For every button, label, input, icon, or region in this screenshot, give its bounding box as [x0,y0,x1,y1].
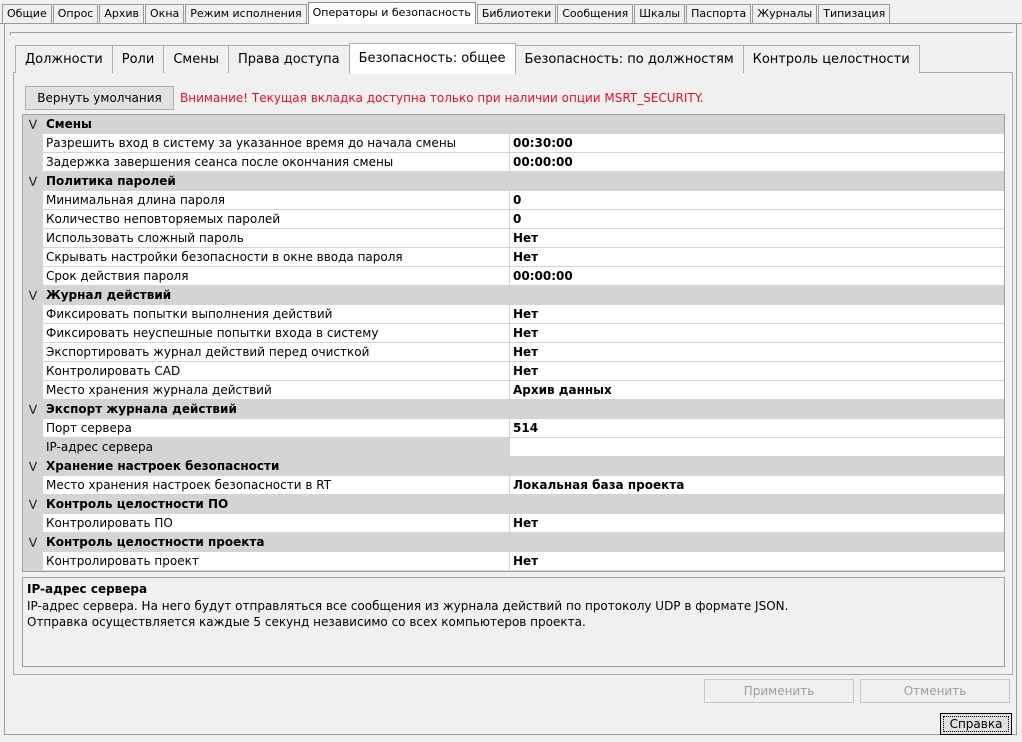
row-gutter [23,552,43,571]
tab-windows[interactable]: Окна [145,4,184,23]
property-row[interactable] [23,153,1004,172]
apply-button[interactable]: Применить [704,679,854,703]
property-description [22,577,1005,667]
property-name: Количество неповторяемых паролей [43,210,510,229]
separator [10,32,1013,36]
property-value[interactable]: Нет [510,324,1004,343]
property-name: Экспортировать журнал действий перед очисткой [43,343,510,362]
property-row[interactable] [23,381,1004,400]
property-row[interactable] [23,476,1004,495]
row-gutter [23,153,43,172]
property-grid [22,114,1005,572]
property-value[interactable]: 00:00:00 [510,153,1004,172]
category-software-integrity[interactable] [23,495,1004,514]
row-gutter [23,381,43,400]
tab-shifts[interactable]: Смены [163,45,229,73]
category-label: Контроль целостности ПО [46,497,229,511]
row-gutter [23,362,43,381]
category-log-export[interactable] [23,400,1004,419]
category-security-storage[interactable] [23,457,1004,476]
collapse-chevron-icon[interactable]: ⋁ [23,495,43,514]
property-value[interactable]: 0 [510,191,1004,210]
property-value[interactable]: 0 [510,210,1004,229]
property-value[interactable]: 00:30:00 [510,134,1004,153]
property-value[interactable] [510,438,1004,457]
description-title: IP-адрес сервера [27,582,148,596]
collapse-chevron-icon[interactable]: ⋁ [23,533,43,552]
property-row[interactable] [23,343,1004,362]
property-row[interactable] [23,210,1004,229]
description-text: Отправка осуществляется каждые 5 секунд независимо со всех компьютеров проекта. [27,615,586,629]
tab-access-rights[interactable]: Права доступа [228,45,350,73]
category-password-policy[interactable] [23,172,1004,191]
collapse-chevron-icon[interactable]: ⋁ [23,286,43,305]
property-name: Контролировать проект [43,552,510,571]
row-gutter [23,134,43,153]
collapse-chevron-icon[interactable]: ⋁ [23,400,43,419]
tab-passports[interactable]: Паспорта [686,4,751,23]
property-row[interactable] [23,419,1004,438]
property-name: Место хранения журнала действий [43,381,510,400]
category-label: Политика паролей [46,174,176,188]
property-row[interactable] [23,248,1004,267]
property-value[interactable]: Нет [510,552,1004,571]
category-label: Смены [46,117,92,131]
category-action-log[interactable] [23,286,1004,305]
row-gutter [23,324,43,343]
category-label: Хранение настроек безопасности [46,459,280,473]
tab-typization[interactable]: Типизация [818,4,890,23]
property-value[interactable]: Нет [510,514,1004,533]
property-row[interactable] [23,514,1004,533]
property-value[interactable]: Нет [510,362,1004,381]
property-name: Минимальная длина пароля [43,191,510,210]
property-value[interactable]: Нет [510,343,1004,362]
tab-polling[interactable]: Опрос [53,4,99,23]
property-row[interactable] [23,324,1004,343]
category-label: Журнал действий [46,288,172,302]
property-name: Разрешить вход в систему за указанное время до начала смены [43,134,510,153]
property-name: Порт сервера [43,419,510,438]
row-gutter [23,419,43,438]
property-name: Фиксировать неуспешные попытки входа в систему [43,324,510,343]
property-row-selected[interactable] [23,438,1004,457]
description-text: IP-адрес сервера. На него будут отправляться все сообщения из журнала действий по протоколу UDP в формате JSON. [27,599,789,613]
property-value[interactable]: Нет [510,229,1004,248]
property-value[interactable]: 00:00:00 [510,267,1004,286]
row-gutter [23,476,43,495]
property-name: Срок действия пароля [43,267,510,286]
category-label: Экспорт журнала действий [46,402,237,416]
tab-scales[interactable]: Шкалы [634,4,685,23]
row-gutter [23,210,43,229]
property-name: Использовать сложный пароль [43,229,510,248]
property-name: IP-адрес сервера [43,438,510,457]
tab-positions[interactable]: Должности [15,45,113,73]
row-gutter [23,305,43,324]
property-name: Контролировать ПО [43,514,510,533]
property-name: Скрывать настройки безопасности в окне ввода пароля [43,248,510,267]
tab-roles[interactable]: Роли [112,45,165,73]
tab-integrity-control[interactable]: Контроль целостности [743,45,920,73]
tab-security-by-position[interactable]: Безопасность: по должностям [515,45,744,73]
collapse-chevron-icon[interactable]: ⋁ [23,172,43,191]
cancel-button[interactable]: Отменить [860,679,1010,703]
tab-libraries[interactable]: Библиотеки [477,4,556,23]
main-tab-strip [0,0,1022,24]
row-gutter [23,248,43,267]
row-gutter [23,267,43,286]
property-row[interactable] [23,267,1004,286]
row-gutter [23,343,43,362]
property-row[interactable] [23,134,1004,153]
property-row[interactable] [23,229,1004,248]
row-gutter [23,514,43,533]
tab-messages[interactable]: Сообщения [557,4,633,23]
category-label: Контроль целостности проекта [46,535,265,549]
tab-general[interactable]: Общие [2,4,52,23]
security-tab-strip [15,44,919,73]
property-row[interactable] [23,362,1004,381]
property-value[interactable]: 514 [510,419,1004,438]
property-name: Задержка завершения сеанса после окончания смены [43,153,510,172]
collapse-chevron-icon[interactable]: ⋁ [23,457,43,476]
restore-defaults-button[interactable]: Вернуть умолчания [25,86,174,110]
tab-security-general[interactable]: Безопасность: общее [349,43,516,74]
row-gutter [23,229,43,248]
security-warning: Внимание! Текущая вкладка доступна только при наличии опции MSRT_SECURITY. [180,91,704,105]
property-value[interactable]: Нет [510,248,1004,267]
property-name: Место хранения настроек безопасности в RT [43,476,510,495]
property-name: Фиксировать попытки выполнения действий [43,305,510,324]
tab-runtime-mode[interactable]: Режим исполнения [185,4,306,23]
property-value[interactable]: Архив данных [510,381,1004,400]
property-row[interactable] [23,305,1004,324]
property-row[interactable] [23,552,1004,571]
row-gutter [23,438,43,457]
help-button[interactable]: Справка [940,713,1012,735]
property-value[interactable]: Локальная база проекта [510,476,1004,495]
row-gutter [23,191,43,210]
property-value[interactable]: Нет [510,305,1004,324]
collapse-chevron-icon[interactable]: ⋁ [23,115,43,134]
category-shifts[interactable] [23,115,1004,134]
property-name: Контролировать CAD [43,362,510,381]
tab-archive[interactable]: Архив [99,4,144,23]
tab-operators-security[interactable]: Операторы и безопасность [308,2,476,24]
property-row[interactable] [23,191,1004,210]
tab-journals[interactable]: Журналы [752,4,817,23]
category-project-integrity[interactable] [23,533,1004,552]
